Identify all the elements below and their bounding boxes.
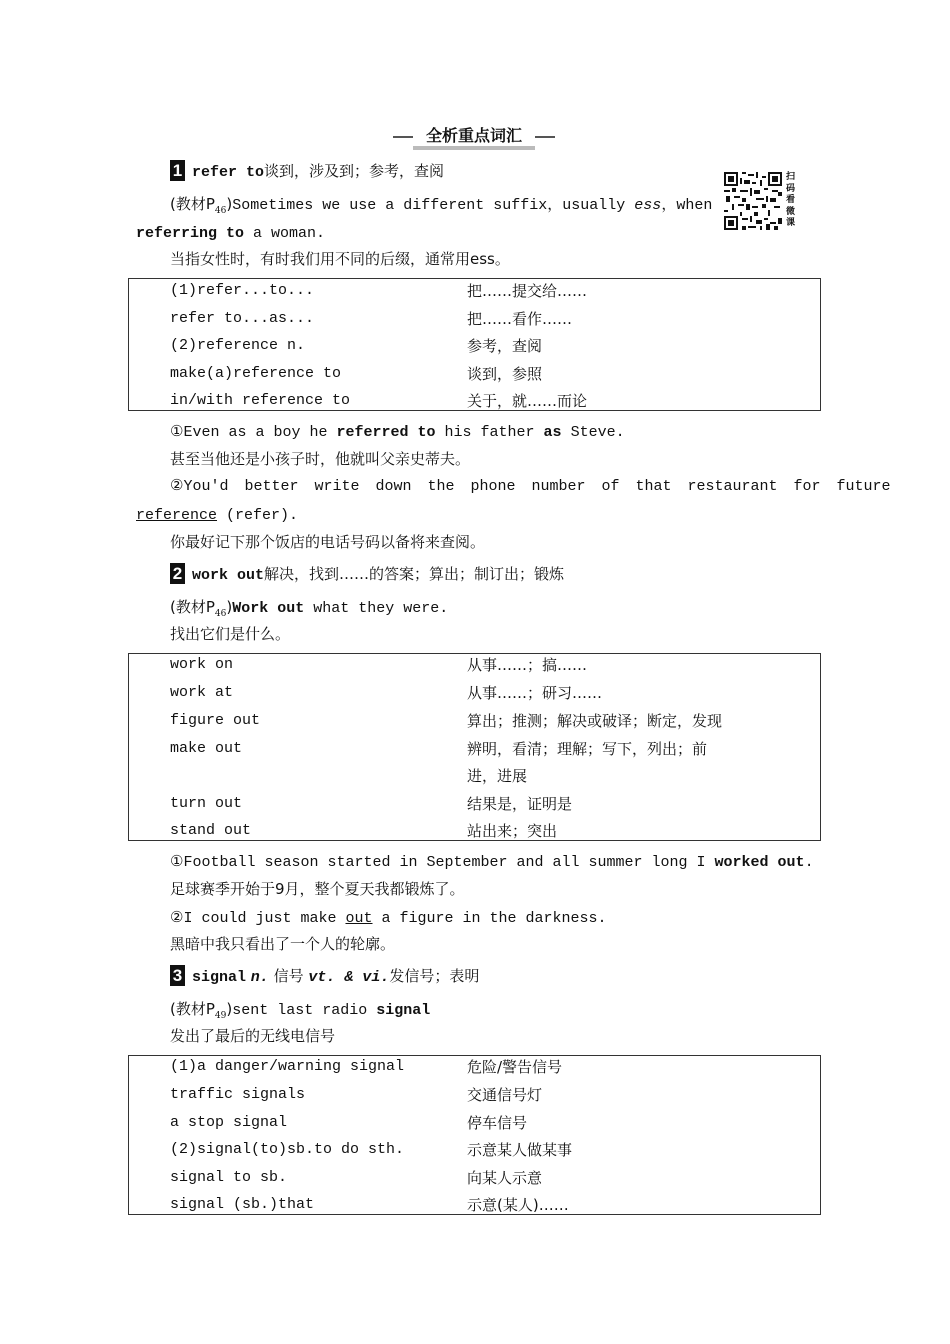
table-row: (2)signal(to)sb.to do sth. 示意某人做某事: [170, 1141, 573, 1159]
table-row: stand out 站出来；突出: [170, 822, 558, 840]
table-row: make out 辨明，看清；理解；写下，列出；前: [170, 740, 708, 758]
table-row: (1)refer...to... 把……提交给……: [170, 282, 588, 300]
section-banner: [393, 126, 555, 148]
entry-heading: signal n. 信号 vt. & vi.发信号；表明: [192, 967, 480, 986]
example-translation: 找出它们是什么。: [170, 625, 291, 643]
fill-in-answer: reference: [136, 507, 218, 524]
phrase-table: [128, 1055, 821, 1215]
textbook-example-cont: referring to a woman.: [136, 225, 326, 242]
example-sentence-cont: reference (refer).: [136, 507, 299, 524]
example-sentence: ①Even as a boy he referred to his father as Steve.: [170, 424, 625, 441]
entry-number-badge: 2: [170, 563, 185, 584]
section-title: 全析重点词汇: [413, 126, 535, 150]
table-row: work at 从事……；研习……: [170, 684, 603, 702]
table-row: a stop signal 停车信号: [170, 1114, 528, 1132]
example-translation: 你最好记下那个饭店的电话号码以备将来查阅。: [170, 533, 486, 551]
table-row: signal (sb.)that 示意(某人)……: [170, 1196, 569, 1214]
table-row: in/with reference to 关于，就……而论: [170, 392, 588, 410]
entry-phrase: refer to: [192, 164, 265, 181]
example-sentence: ②You'd better write down the phone number of that restaurant for future: [170, 478, 891, 495]
entry-phrase: signal: [192, 969, 247, 986]
entry-phrase: work out: [192, 567, 265, 584]
table-row: 进，进展: [467, 767, 528, 785]
table-row: work on 从事……；搞……: [170, 656, 588, 674]
example-sentence: ①Football season started in September and all summer long I worked out.: [170, 854, 814, 871]
banner-rule-left: [393, 136, 413, 138]
fill-in-answer: out: [345, 910, 373, 927]
entry-heading: [192, 161, 444, 183]
entry-number-badge: 1: [170, 160, 185, 181]
table-row: turn out 结果是，证明是: [170, 795, 573, 813]
qr-code-icon[interactable]: [724, 172, 782, 230]
table-row: make(a)reference to 谈到，参照: [170, 365, 543, 383]
table-row: refer to...as... 把……看作……: [170, 310, 573, 328]
banner-rule-right: [535, 136, 555, 138]
table-row: signal to sb. 向某人示意: [170, 1169, 543, 1187]
example-sentence: ②I could just make out a figure in the darkness.: [170, 910, 607, 927]
table-row: figure out 算出；推测；解决或破译；断定，发现: [170, 712, 723, 730]
example-translation: 甚至当他还是小孩子时，他就叫父亲史蒂夫。: [170, 450, 471, 468]
example-translation: 发出了最后的无线电信号: [170, 1027, 336, 1045]
table-row: traffic signals 交通信号灯: [170, 1086, 543, 1104]
qr-label: 扫码看微课: [786, 172, 796, 228]
entry-meaning: 谈到，涉及到；参考，查阅: [264, 162, 445, 180]
entry-heading: [192, 564, 564, 586]
textbook-example: (教材$P_{49})sent$ last radio signal: [170, 1000, 431, 1021]
example-translation: 足球赛季开始于9月，整个夏天我都锻炼了。: [170, 880, 465, 898]
textbook-example: (教材$P_{46})Work$ out what they were.: [170, 598, 449, 619]
phrase-table: [128, 653, 821, 841]
table-row: (1)a danger/warning signal 危险/警告信号: [170, 1058, 563, 1076]
example-translation: 当指女性时，有时我们用不同的后缀，通常用ess。: [170, 250, 510, 268]
table-row: (2)reference n. 参考，查阅: [170, 337, 543, 355]
example-translation: 黑暗中我只看出了一个人的轮廓。: [170, 935, 396, 953]
entry-number-badge: 3: [170, 965, 185, 986]
textbook-example: (教材$P_{46})Sometimes$ we use a different suffix，usually ess，when: [170, 195, 713, 216]
entry-meaning: 解决，找到……的答案；算出；制订出；锻炼: [264, 565, 565, 583]
phrase-table: [128, 278, 821, 411]
